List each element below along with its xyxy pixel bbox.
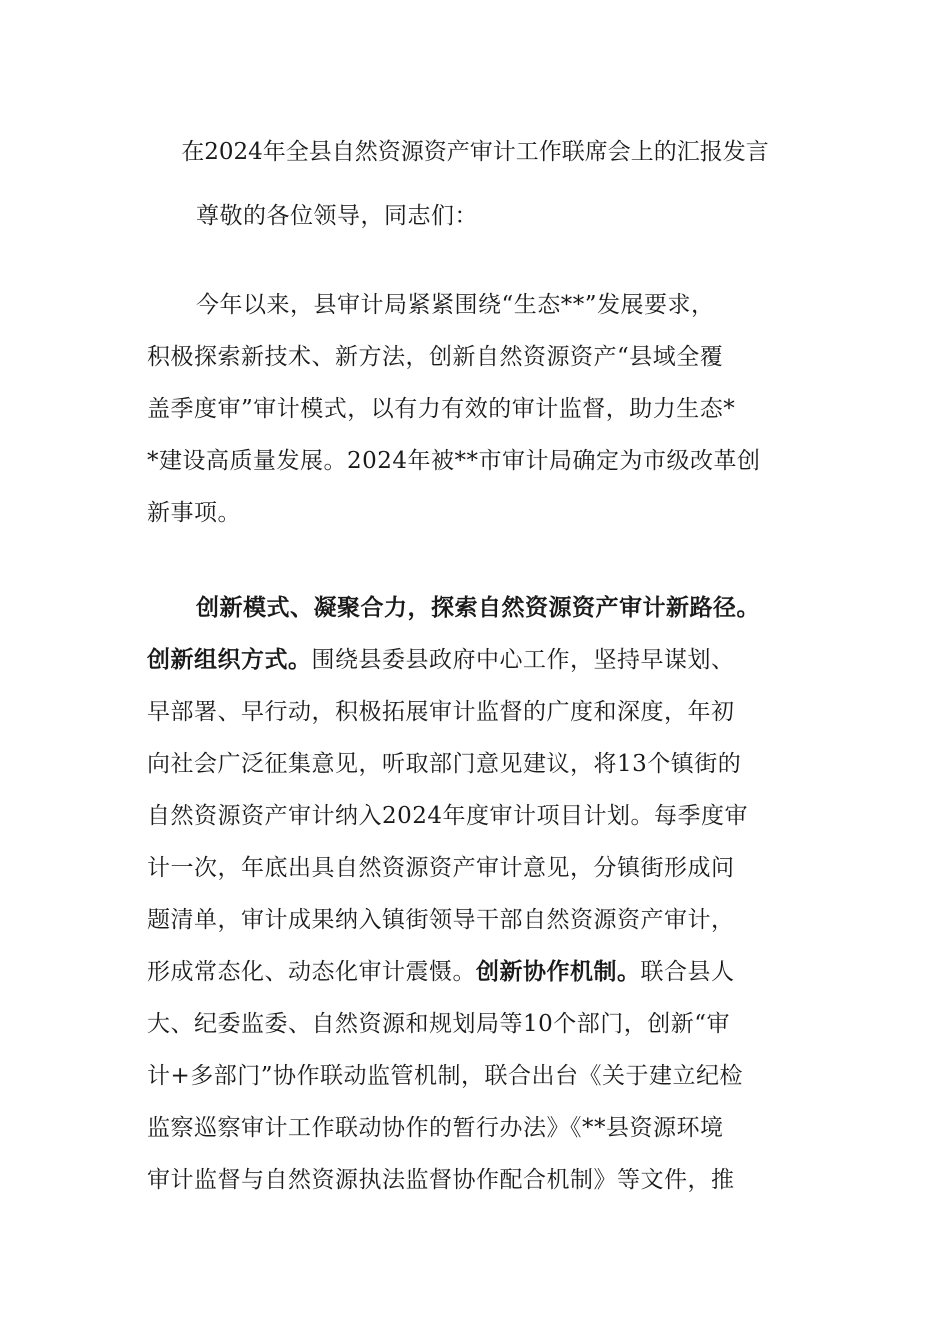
intro-line-1: 今年以来，县审计局紧紧围绕“生态**”发展要求， <box>196 292 715 318</box>
document-title: 在2024年全县自然资源资产审计工作联席会上的汇报发言 <box>181 139 769 165</box>
body-line-6: 题清单，审计成果纳入镇街领导干部自然资源资产审计， <box>147 907 735 933</box>
body-line-11: 审计监督与自然资源执法监督协作配合机制》等文件，推 <box>147 1167 735 1193</box>
subheading-collaboration: 创新协作机制。 <box>476 958 641 985</box>
body-line-7-rest: 联合县人 <box>640 959 735 985</box>
intro-line-4: *建设高质量发展。2024年被**市审计局确定为市级改革创 <box>147 448 761 474</box>
body-line-7-text: 形成常态化、动态化审计震慑。 <box>147 959 476 985</box>
body-line-8: 大、纪委监委、自然资源和规划局等10个部门，创新“审 <box>147 1011 731 1037</box>
salutation: 尊敬的各位领导，同志们： <box>196 203 478 229</box>
body-line-3: 向社会广泛征集意见，听取部门意见建议，将13个镇街的 <box>147 751 742 777</box>
section-heading: 创新模式、凝聚合力，探索自然资源资产审计新路径。 <box>196 594 760 621</box>
body-line-1-text: 围绕县委县政府中心工作，坚持早谋划、 <box>311 647 735 673</box>
body-line-5: 计一次，年底出具自然资源资产审计意见，分镇街形成问 <box>147 855 735 881</box>
body-line-9: 计+多部门”协作联动监管机制，联合出台《关于建立纪检 <box>147 1063 744 1089</box>
intro-line-3: 盖季度审”审计模式，以有力有效的审计监督，助力生态* <box>147 396 736 422</box>
body-line-4: 自然资源资产审计纳入2024年度审计项目计划。每季度审 <box>147 803 749 829</box>
subheading-organization: 创新组织方式。 <box>147 646 312 673</box>
body-line-2: 早部署、早行动，积极拓展审计监督的广度和深度，年初 <box>147 699 735 725</box>
body-line-1 <box>147 644 735 676</box>
body-line-10: 监察巡察审计工作联动协作的暂行办法》《**县资源环境 <box>147 1115 724 1141</box>
intro-line-5: 新事项。 <box>147 500 241 526</box>
body-line-7 <box>147 956 735 988</box>
intro-line-2: 积极探索新技术、新方法，创新自然资源资产“县域全覆 <box>147 344 724 370</box>
